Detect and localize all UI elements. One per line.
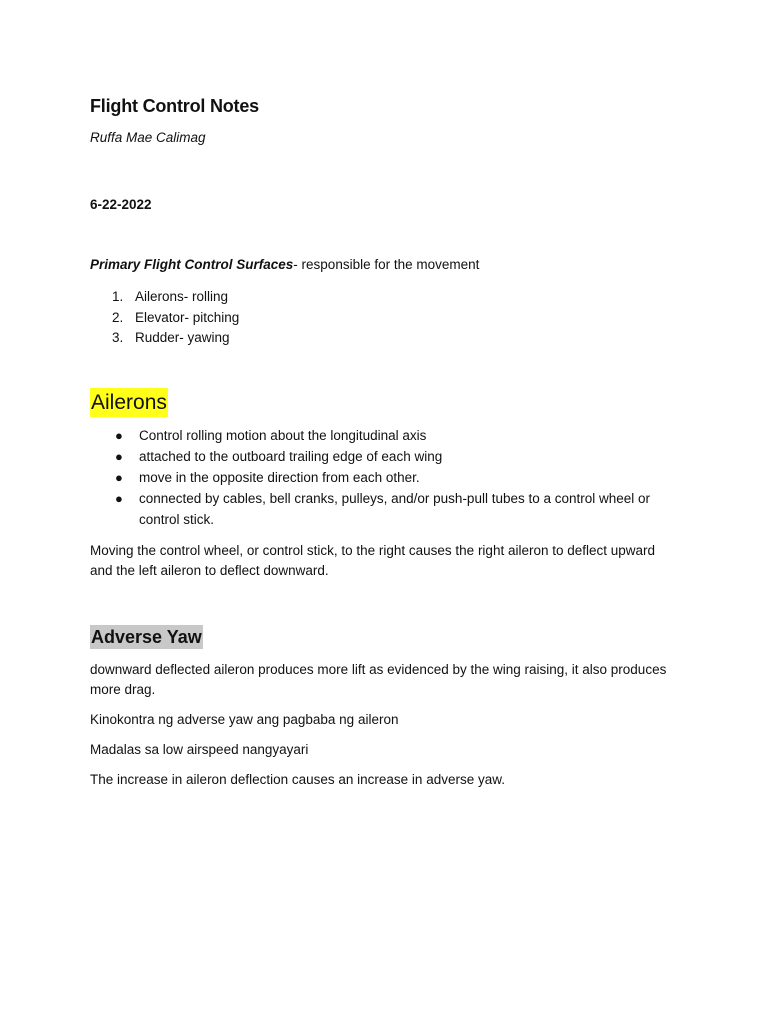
bullet-icon: ● [115,490,123,506]
bullet-text: Control rolling motion about the longitudinal axis [139,427,427,443]
adverse-yaw-heading: Adverse Yaw [91,626,202,647]
list-item [90,446,680,467]
list-item [90,488,680,530]
ailerons-bullet-list [90,425,680,530]
author-name: Ruffa Mae Calimag [90,130,206,145]
document-title: Flight Control Notes [90,96,259,116]
bullet-text: move in the opposite direction from each other. [139,469,420,485]
list-number: 2. [112,309,124,325]
adverse-yaw-paragraph: downward deflected aileron produces more lift as evidenced by the wing raising, it also produces more drag. [90,661,667,697]
adverse-yaw-paragraph: The increase in aileron deflection causes an increase in adverse yaw. [90,771,505,787]
ailerons-paragraph: Moving the control wheel, or control stick, to the right causes the right aileron to deflect upward and the left aileron to deflect downward. [90,542,656,578]
bullet-text: connected by cables, bell cranks, pulleys, and/or push-pull tubes to a control wheel or control stick. [139,490,651,527]
list-item [90,425,680,446]
primary-surfaces-list [90,287,680,349]
note-date: 6-22-2022 [90,197,152,212]
bullet-icon: ● [115,469,123,485]
primary-surfaces-description: - responsible for the movement [293,257,480,272]
primary-surfaces-line [90,256,680,274]
document-body [90,94,680,790]
adverse-yaw-paragraph: Madalas sa low airspeed nangyayari [90,741,309,757]
list-item [90,467,680,488]
bullet-icon: ● [115,448,123,464]
list-text: Ailerons- rolling [135,289,229,304]
list-item [90,287,680,308]
list-number: 3. [112,330,124,345]
list-item [90,328,680,349]
list-item [90,308,680,329]
list-text: Rudder- yawing [135,330,230,345]
list-text: Elevator- pitching [135,309,240,325]
list-number: 1. [112,289,124,304]
primary-surfaces-term: Primary Flight Control Surfaces [90,257,294,272]
adverse-yaw-paragraph: Kinokontra ng adverse yaw ang pagbaba ng aileron [90,711,399,727]
bullet-text: attached to the outboard trailing edge of each wing [139,448,443,464]
bullet-icon: ● [115,427,123,443]
ailerons-heading: Ailerons [90,388,168,417]
